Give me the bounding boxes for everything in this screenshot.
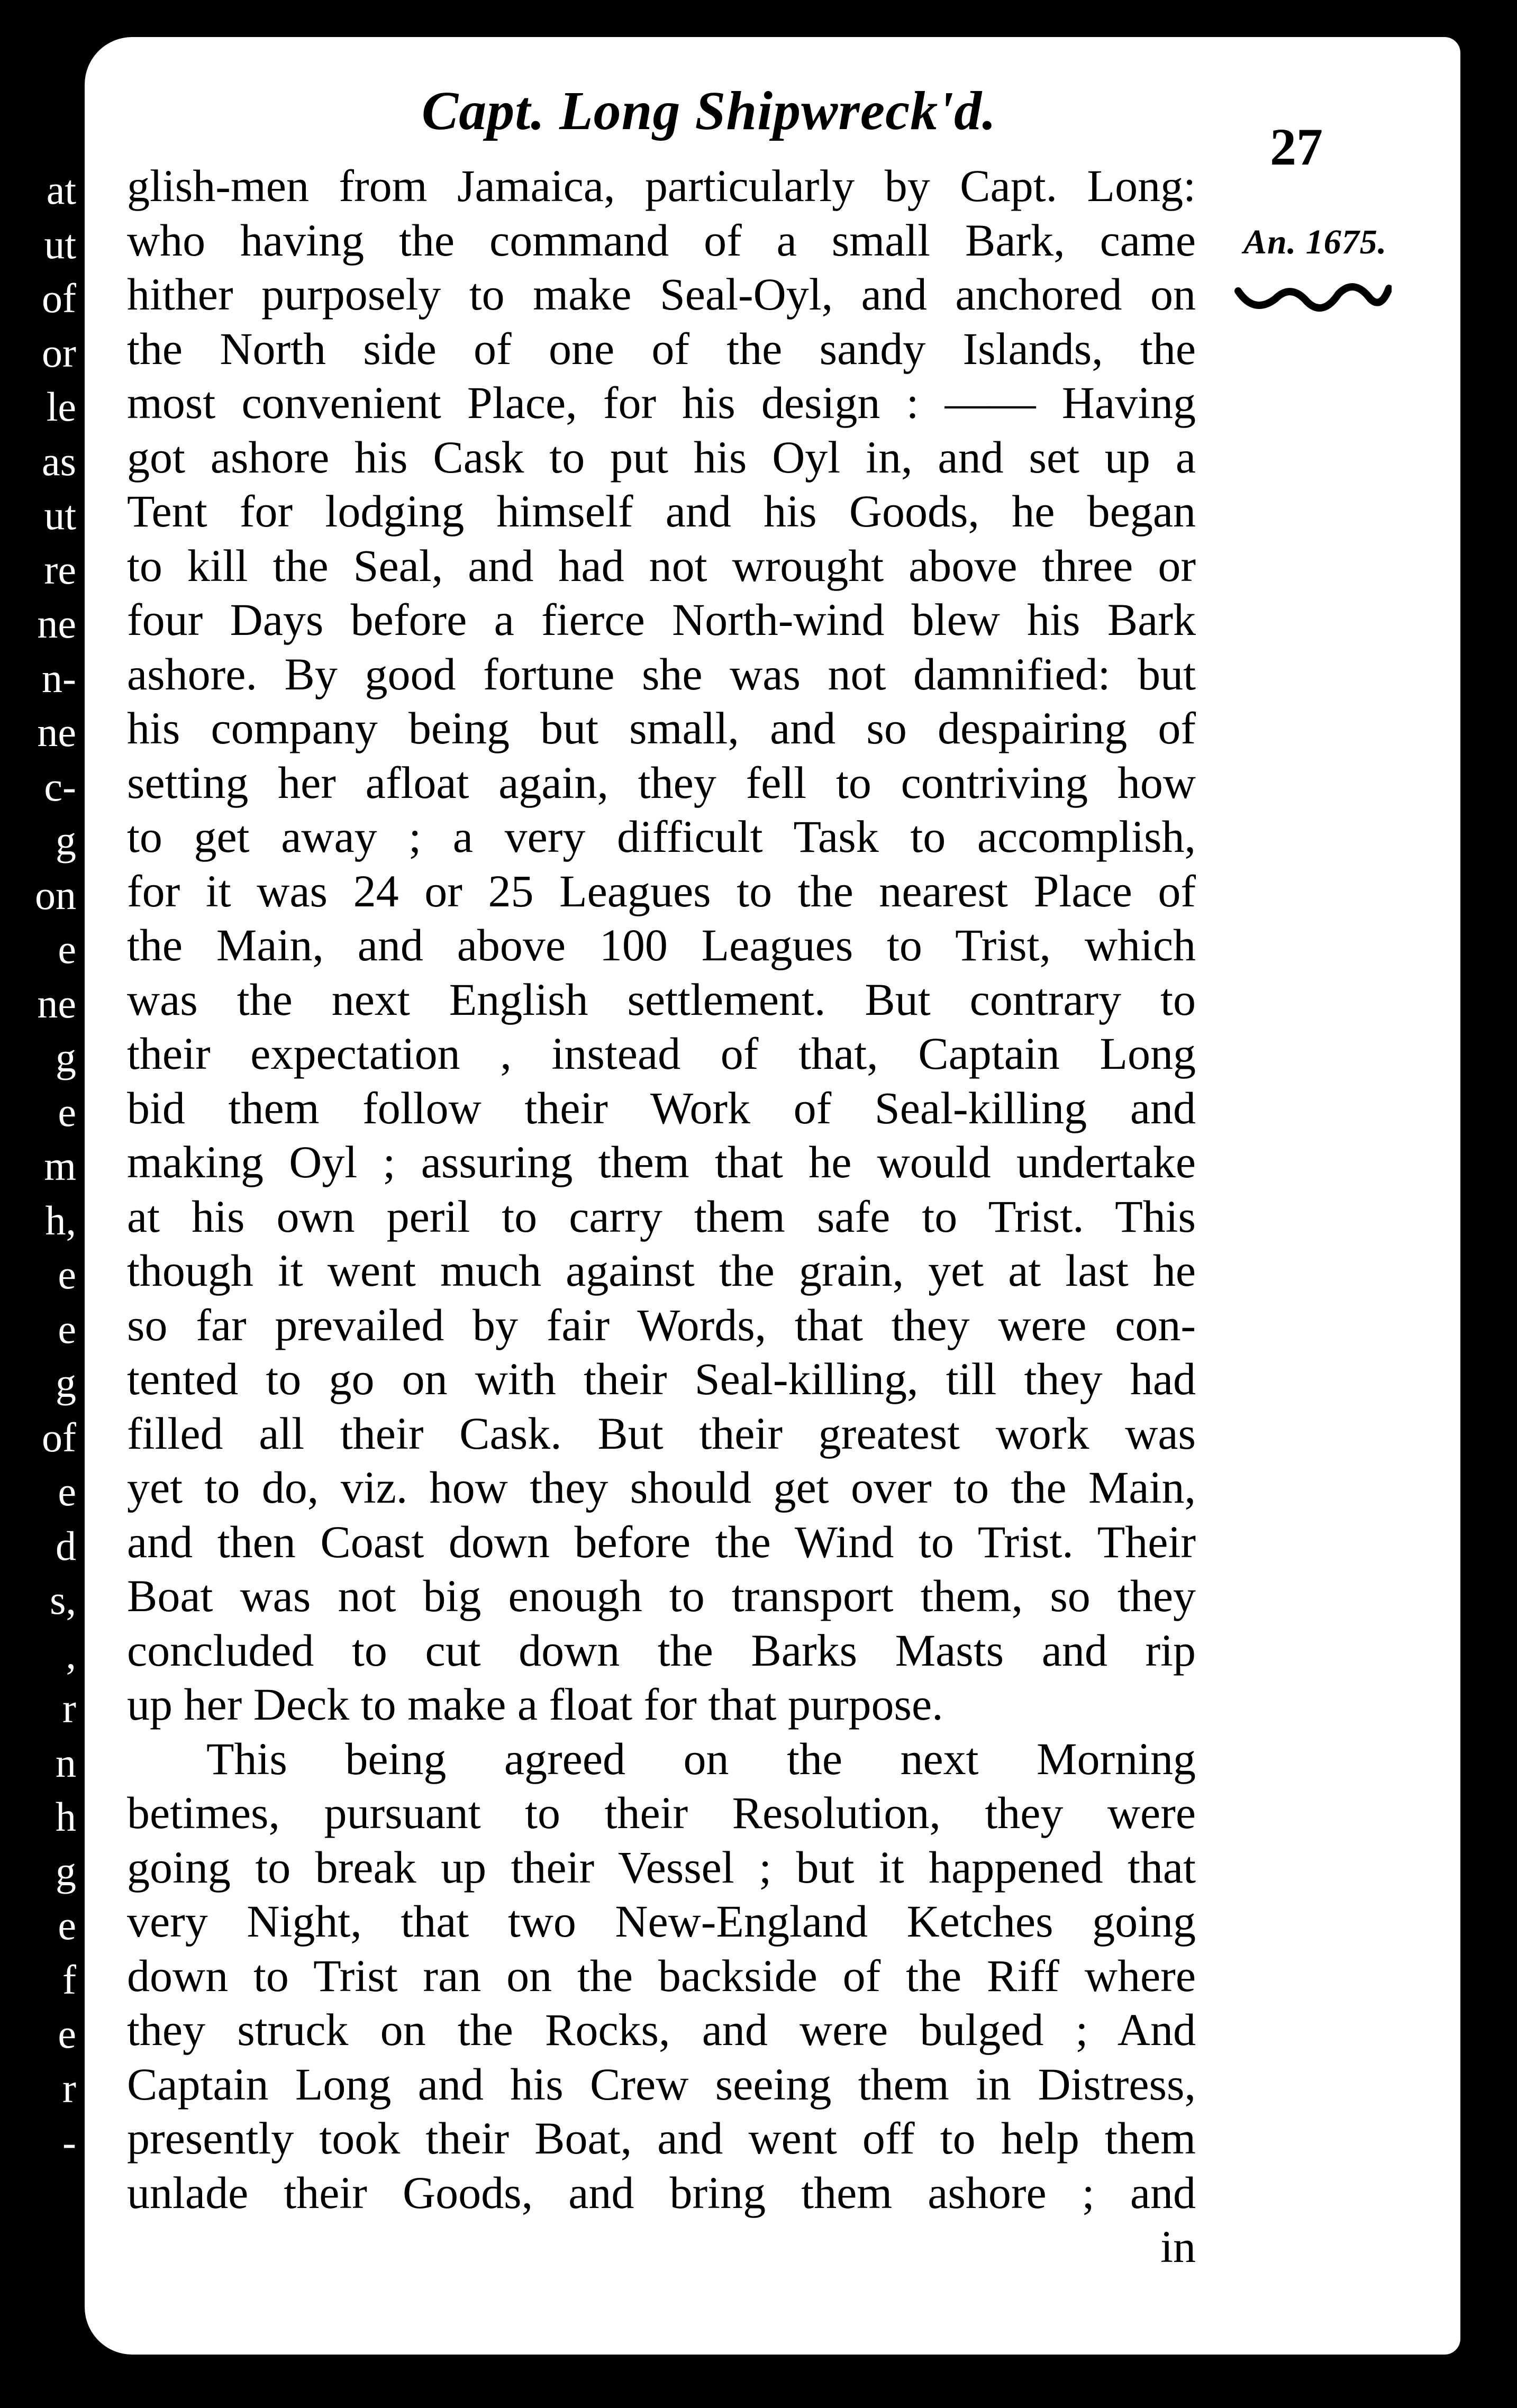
adjacent-page-fragment: e [58,1305,76,1352]
text-line: hither purposely to make Seal-Oyl, and anchored on [127,269,1196,320]
adjacent-page-edge [0,0,79,2408]
adjacent-page-fragment: e [58,2011,76,2057]
adjacent-page-fragment: - [62,2119,76,2165]
text-line: the North side of one of the sandy Islands, the [127,323,1196,374]
text-line: betimes, pursuant to their Resolution, they were [127,1787,1196,1838]
text-line: Captain Long and his Crew seeing them in Distress, [127,2058,1196,2110]
adjacent-page-fragment: at [46,167,76,213]
adjacent-page-fragment: r [62,2065,76,2111]
adjacent-page-fragment: ne [37,601,76,647]
adjacent-page-fragment: e [58,1902,76,1948]
adjacent-page-fragment: le [46,384,76,430]
text-line: unlade their Goods, and bring them ashore ; and [127,2167,1196,2218]
adjacent-page-fragment: e [58,1468,76,1514]
text-line: most convenient Place, for his design : —— Having [127,377,1196,428]
adjacent-page-fragment: , [66,1631,76,1677]
text-line: for it was 24 or 25 Leagues to the nearest Place of [127,865,1196,916]
text-line: to kill the Seal, and had not wrought above three or [127,540,1196,591]
adjacent-page-fragment: e [58,1251,76,1297]
adjacent-page-fragment: f [62,1956,76,2003]
text-line: very Night, that two New-England Ketches going [127,1896,1196,1947]
adjacent-page-fragment: s, [50,1577,76,1623]
text-line: their expectation , instead of that, Captain Long [127,1028,1196,1079]
text-line: so far prevailed by fair Words, that they were con- [127,1299,1196,1350]
adjacent-page-fragment: h, [45,1197,76,1243]
catchword: in [1160,2221,1196,2272]
text-line: glish-men from Jamaica, particularly by Capt. Long: [127,160,1196,211]
text-line: filled all their Cask. But their greatest work was [127,1407,1196,1459]
text-line: ashore. By good fortune she was not damnified: but [127,648,1196,699]
text-line: making Oyl ; assuring them that he would undertake [127,1137,1196,1187]
text-line: though it went much against the grain, yet at last he [127,1245,1196,1296]
adjacent-page-fragment: of [42,1414,76,1460]
text-line: got ashore his Cask to put his Oyl in, and set up a [127,431,1196,483]
text-line: down to Trist ran on the backside of the Riff where [127,1950,1196,2001]
adjacent-page-fragment: n [56,1739,76,1786]
adjacent-page-fragment: or [42,329,76,376]
adjacent-page-fragment: d [56,1522,76,1569]
adjacent-page-fragment: of [42,275,76,321]
adjacent-page-fragment: on [35,871,76,918]
text-line: bid them follow their Work of Seal-killing and [127,1082,1196,1133]
adjacent-page-fragment: as [42,438,76,484]
text-line: up her Deck to make a float for that purpose. [127,1679,943,1730]
text-line: Tent for lodging himself and his Goods, he began [127,486,1196,537]
text-line: the Main, and above 100 Leagues to Trist, which [127,920,1196,970]
text-line: who having the command of a small Bark, came [127,214,1196,266]
text-line: tented to go on with their Seal-killing, till they had [127,1353,1196,1404]
adjacent-page-fragment: m [44,1143,76,1189]
marginal-date-note: An. 1675. [1243,223,1387,261]
book-page [85,37,1460,2355]
text-line: was the next English settlement. But contrary to [127,974,1196,1025]
text-line: yet to do, viz. how they should get over to the Main, [127,1462,1196,1513]
adjacent-page-fragment: re [44,546,76,593]
adjacent-page-fragment: e [58,926,76,972]
bracket-flourish-icon [1233,270,1392,317]
body-text [127,159,1196,2274]
running-head: Capt. Long Shipwreck'd. [421,80,997,141]
adjacent-page-fragment: g [56,1034,76,1080]
page-number: 27 [1270,117,1323,176]
text-line: going to break up their Vessel ; but it happened that [127,1841,1196,1893]
text-line: they struck on the Rocks, and were bulged ; And [127,2004,1196,2055]
text-line: This being agreed on the next Morning [206,1733,1196,1784]
text-line: his company being but small, and so despairing of [127,703,1196,753]
adjacent-page-fragment: g [56,1360,76,1406]
text-line: concluded to cut down the Barks Masts and rip [127,1624,1196,1676]
text-line: setting her afloat again, they fell to contriving how [127,757,1196,808]
adjacent-page-fragment: ne [37,709,76,755]
text-line: four Days before a fierce North-wind blew his Bark [127,594,1196,645]
adjacent-page-fragment: c- [44,763,76,810]
text-line: at his own peril to carry them safe to Trist. This [127,1191,1196,1242]
text-line: Boat was not big enough to transport them, so they [127,1570,1196,1621]
adjacent-page-fragment: ut [44,492,76,538]
adjacent-page-fragment: g [56,817,76,864]
adjacent-page-fragment: n- [42,655,76,701]
adjacent-page-fragment: r [62,1685,76,1731]
adjacent-page-fragment: h [56,1794,76,1840]
text-line: and then Coast down before the Wind to Trist. Their [127,1516,1196,1567]
adjacent-page-fragment: g [56,1848,76,1894]
text-line: presently took their Boat, and went off to help them [127,2113,1196,2164]
adjacent-page-fragment: ut [44,221,76,267]
adjacent-page-fragment: e [58,1088,76,1135]
adjacent-page-fragment: ne [37,980,76,1026]
text-line: to get away ; a very difficult Task to accomplish, [127,811,1196,862]
